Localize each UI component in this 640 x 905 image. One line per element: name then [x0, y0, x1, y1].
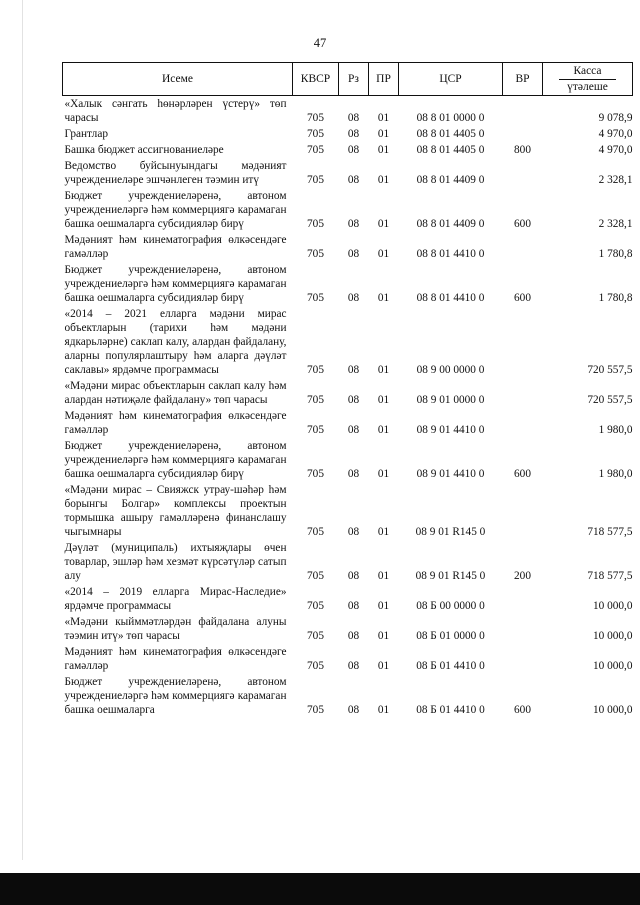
row-rz: 08	[347, 570, 360, 582]
row-sum: 718 577,5	[587, 570, 633, 582]
row-kbsr: 705	[307, 144, 324, 156]
row-rz: 08	[347, 468, 360, 480]
row-rz: 08	[347, 292, 360, 304]
header-kbsr: КВСР	[293, 63, 339, 96]
table-row	[63, 674, 633, 718]
row-vr: 600	[514, 292, 531, 304]
row-pr: 01	[377, 218, 390, 230]
table-row	[63, 96, 633, 127]
table-row	[63, 408, 633, 438]
scan-edge-line	[22, 0, 23, 860]
row-name: «Мәдәни мирас объектларын саклап калу һәм алардан нәтиҗәле файдалану» төп чарасы	[64, 380, 287, 406]
row-tsr: 08 9 01 R145 0	[415, 570, 486, 582]
row-rz: 08	[347, 424, 360, 436]
row-kbsr: 705	[307, 526, 324, 538]
row-rz: 08	[347, 248, 360, 260]
header-name: Исеме	[63, 63, 293, 96]
table-row	[63, 378, 633, 408]
row-tsr: 08 9 00 0000 0	[416, 364, 485, 376]
row-pr: 01	[377, 144, 390, 156]
row-sum: 1 980,0	[598, 468, 633, 480]
row-tsr: 08 8 01 4410 0	[416, 248, 485, 260]
row-name: Дәүләт (муниципаль) ихтыяҗлары өчен товарлар, эшләр һәм хезмәт күрсәтүләр сатып алу	[64, 542, 287, 582]
row-sum: 4 970,0	[598, 128, 633, 140]
row-kbsr: 705	[307, 394, 324, 406]
header-vr: ВР	[503, 63, 543, 96]
row-kbsr: 705	[307, 600, 324, 612]
row-vr	[503, 644, 543, 674]
row-tsr: 08 9 01 R145 0	[415, 526, 486, 538]
row-vr	[503, 96, 543, 127]
row-rz: 08	[347, 218, 360, 230]
row-rz: 08	[347, 526, 360, 538]
row-sum: 1 780,8	[598, 292, 633, 304]
row-kbsr: 705	[307, 218, 324, 230]
table-row	[63, 482, 633, 540]
row-vr: 800	[514, 144, 531, 156]
row-pr: 01	[377, 364, 390, 376]
row-tsr: 08 8 01 0000 0	[416, 112, 485, 124]
row-sum: 10 000,0	[592, 660, 633, 672]
row-vr	[503, 584, 543, 614]
row-name: «2014 – 2021 елларга мәдәни мирас объектларын (тарихи һәм мәдәни ядкарьләрне) саклап калу, алардан файдалану, аларны популярлаштыру һәм аларга дәүләт саклавы» ярдәмче программасы	[64, 308, 287, 376]
row-pr: 01	[377, 292, 390, 304]
row-kbsr: 705	[307, 468, 324, 480]
row-pr: 01	[377, 174, 390, 186]
row-sum: 4 970,0	[598, 144, 633, 156]
row-pr: 01	[377, 600, 390, 612]
row-kbsr: 705	[307, 364, 324, 376]
row-name: Бюджет учреждениеләренә, автоном учреждениеләргә һәм коммерциягә карамаган башка оешмаларга субсидияләр бирү	[64, 190, 287, 230]
table-row	[63, 126, 633, 142]
row-tsr: 08 Б 01 0000 0	[416, 630, 485, 642]
table-header	[63, 63, 633, 96]
table-body	[63, 96, 633, 719]
row-vr: 600	[514, 704, 531, 716]
table-row	[63, 584, 633, 614]
row-vr: 200	[514, 570, 531, 582]
row-tsr: 08 9 01 0000 0	[416, 394, 485, 406]
row-tsr: 08 Б 00 0000 0	[416, 600, 485, 612]
row-tsr: 08 9 01 4410 0	[416, 424, 485, 436]
row-name: «Мәдәни кыйммәтләрдән файдалана алуны тәэмин итү» төп чарасы	[64, 616, 287, 642]
row-name: Мәдәният һәм кинематография өлкәсендәге гамәлләр	[64, 646, 287, 672]
row-tsr: 08 9 01 4410 0	[416, 468, 485, 480]
row-rz: 08	[347, 600, 360, 612]
row-vr	[503, 158, 543, 188]
row-rz: 08	[347, 174, 360, 186]
header-sum-line1: Касса	[573, 65, 602, 77]
row-kbsr: 705	[307, 630, 324, 642]
row-vr	[503, 482, 543, 540]
scan-bottom-border	[0, 873, 640, 905]
row-pr: 01	[377, 128, 390, 140]
row-kbsr: 705	[307, 174, 324, 186]
row-kbsr: 705	[307, 704, 324, 716]
row-kbsr: 705	[307, 112, 324, 124]
row-kbsr: 705	[307, 248, 324, 260]
row-sum: 720 557,5	[587, 364, 633, 376]
table-row	[63, 540, 633, 584]
table-row	[63, 142, 633, 158]
row-tsr: 08 8 01 4405 0	[416, 128, 485, 140]
row-kbsr: 705	[307, 292, 324, 304]
row-pr: 01	[377, 630, 390, 642]
table-row	[63, 644, 633, 674]
row-name: Бюджет учреждениеләренә, автоном учреждениеләргә һәм коммерциягә карамаган башка оешмаларга субсидияләр бирү	[64, 440, 287, 480]
row-pr: 01	[377, 570, 390, 582]
row-tsr: 08 8 01 4409 0	[416, 218, 485, 230]
row-kbsr: 705	[307, 424, 324, 436]
row-sum: 10 000,0	[592, 600, 633, 612]
row-pr: 01	[377, 704, 390, 716]
row-kbsr: 705	[307, 570, 324, 582]
row-sum: 2 328,1	[598, 174, 633, 186]
row-rz: 08	[347, 704, 360, 716]
row-pr: 01	[377, 112, 390, 124]
budget-table	[62, 62, 633, 718]
table-row	[63, 232, 633, 262]
row-vr: 600	[514, 218, 531, 230]
row-name: Грантлар	[64, 128, 108, 140]
row-pr: 01	[377, 424, 390, 436]
row-pr: 01	[377, 248, 390, 260]
row-sum: 2 328,1	[598, 218, 633, 230]
header-pr: ПР	[369, 63, 399, 96]
row-rz: 08	[347, 394, 360, 406]
row-name: Мәдәният һәм кинематография өлкәсендәге гамәлләр	[64, 410, 287, 436]
row-sum: 718 577,5	[587, 526, 633, 538]
header-tsr: ЦСР	[399, 63, 503, 96]
row-tsr: 08 8 01 4405 0	[416, 144, 485, 156]
header-row	[63, 63, 633, 96]
row-vr	[503, 408, 543, 438]
header-rz: Рз	[339, 63, 369, 96]
row-name: «2014 – 2019 елларга Мирас-Наследие» ярдәмче программасы	[64, 586, 287, 612]
row-vr	[503, 232, 543, 262]
row-sum: 10 000,0	[592, 704, 633, 716]
row-sum: 10 000,0	[592, 630, 633, 642]
header-sum-line2: үтәлеше	[567, 81, 608, 93]
row-rz: 08	[347, 112, 360, 124]
table-row	[63, 306, 633, 378]
header-sum	[543, 63, 633, 96]
row-vr	[503, 378, 543, 408]
row-kbsr: 705	[307, 660, 324, 672]
row-tsr: 08 Б 01 4410 0	[416, 660, 485, 672]
row-name: «Мәдәни мирас – Свияжск утрау-шәһәр һәм борынгы Болгар» комплексы проектын тормышка ашыру гамәлләренә финанслашу чыгымнары	[64, 484, 287, 538]
row-vr	[503, 614, 543, 644]
row-vr	[503, 126, 543, 142]
row-pr: 01	[377, 394, 390, 406]
table-row	[63, 614, 633, 644]
table-row	[63, 158, 633, 188]
row-rz: 08	[347, 128, 360, 140]
row-pr: 01	[377, 660, 390, 672]
row-pr: 01	[377, 468, 390, 480]
page-number: 47	[313, 36, 327, 50]
row-pr: 01	[377, 526, 390, 538]
row-vr	[503, 306, 543, 378]
row-rz: 08	[347, 660, 360, 672]
table-row	[63, 188, 633, 232]
row-name: «Халык сәнгать һөнәрләрен үстерү» төп чарасы	[64, 98, 287, 124]
row-name: Ведомство буйсынуындагы мәдәният учреждениеләре эшчәнлеген тәэмин итү	[64, 160, 287, 186]
row-sum: 9 078,9	[598, 112, 633, 124]
row-sum: 720 557,5	[587, 394, 633, 406]
row-kbsr: 705	[307, 128, 324, 140]
row-tsr: 08 8 01 4409 0	[416, 174, 485, 186]
row-sum: 1 980,0	[598, 424, 633, 436]
row-name: Мәдәният һәм кинематография өлкәсендәге гамәлләр	[64, 234, 287, 260]
row-tsr: 08 8 01 4410 0	[416, 292, 485, 304]
row-vr: 600	[514, 468, 531, 480]
row-rz: 08	[347, 144, 360, 156]
row-name: Бюджет учреждениеләренә, автоном учреждениеләргә һәм коммерциягә карамаган башка оешмаларга	[64, 676, 287, 716]
row-name: Башка бюджет ассигнованиеләре	[64, 144, 224, 156]
row-sum: 1 780,8	[598, 248, 633, 260]
row-rz: 08	[347, 364, 360, 376]
row-tsr: 08 Б 01 4410 0	[416, 704, 485, 716]
table-row	[63, 438, 633, 482]
table-row	[63, 262, 633, 306]
row-name: Бюджет учреждениеләренә, автоном учреждениеләргә һәм коммерциягә карамаган башка оешмаларга субсидияләр бирү	[64, 264, 287, 304]
row-rz: 08	[347, 630, 360, 642]
